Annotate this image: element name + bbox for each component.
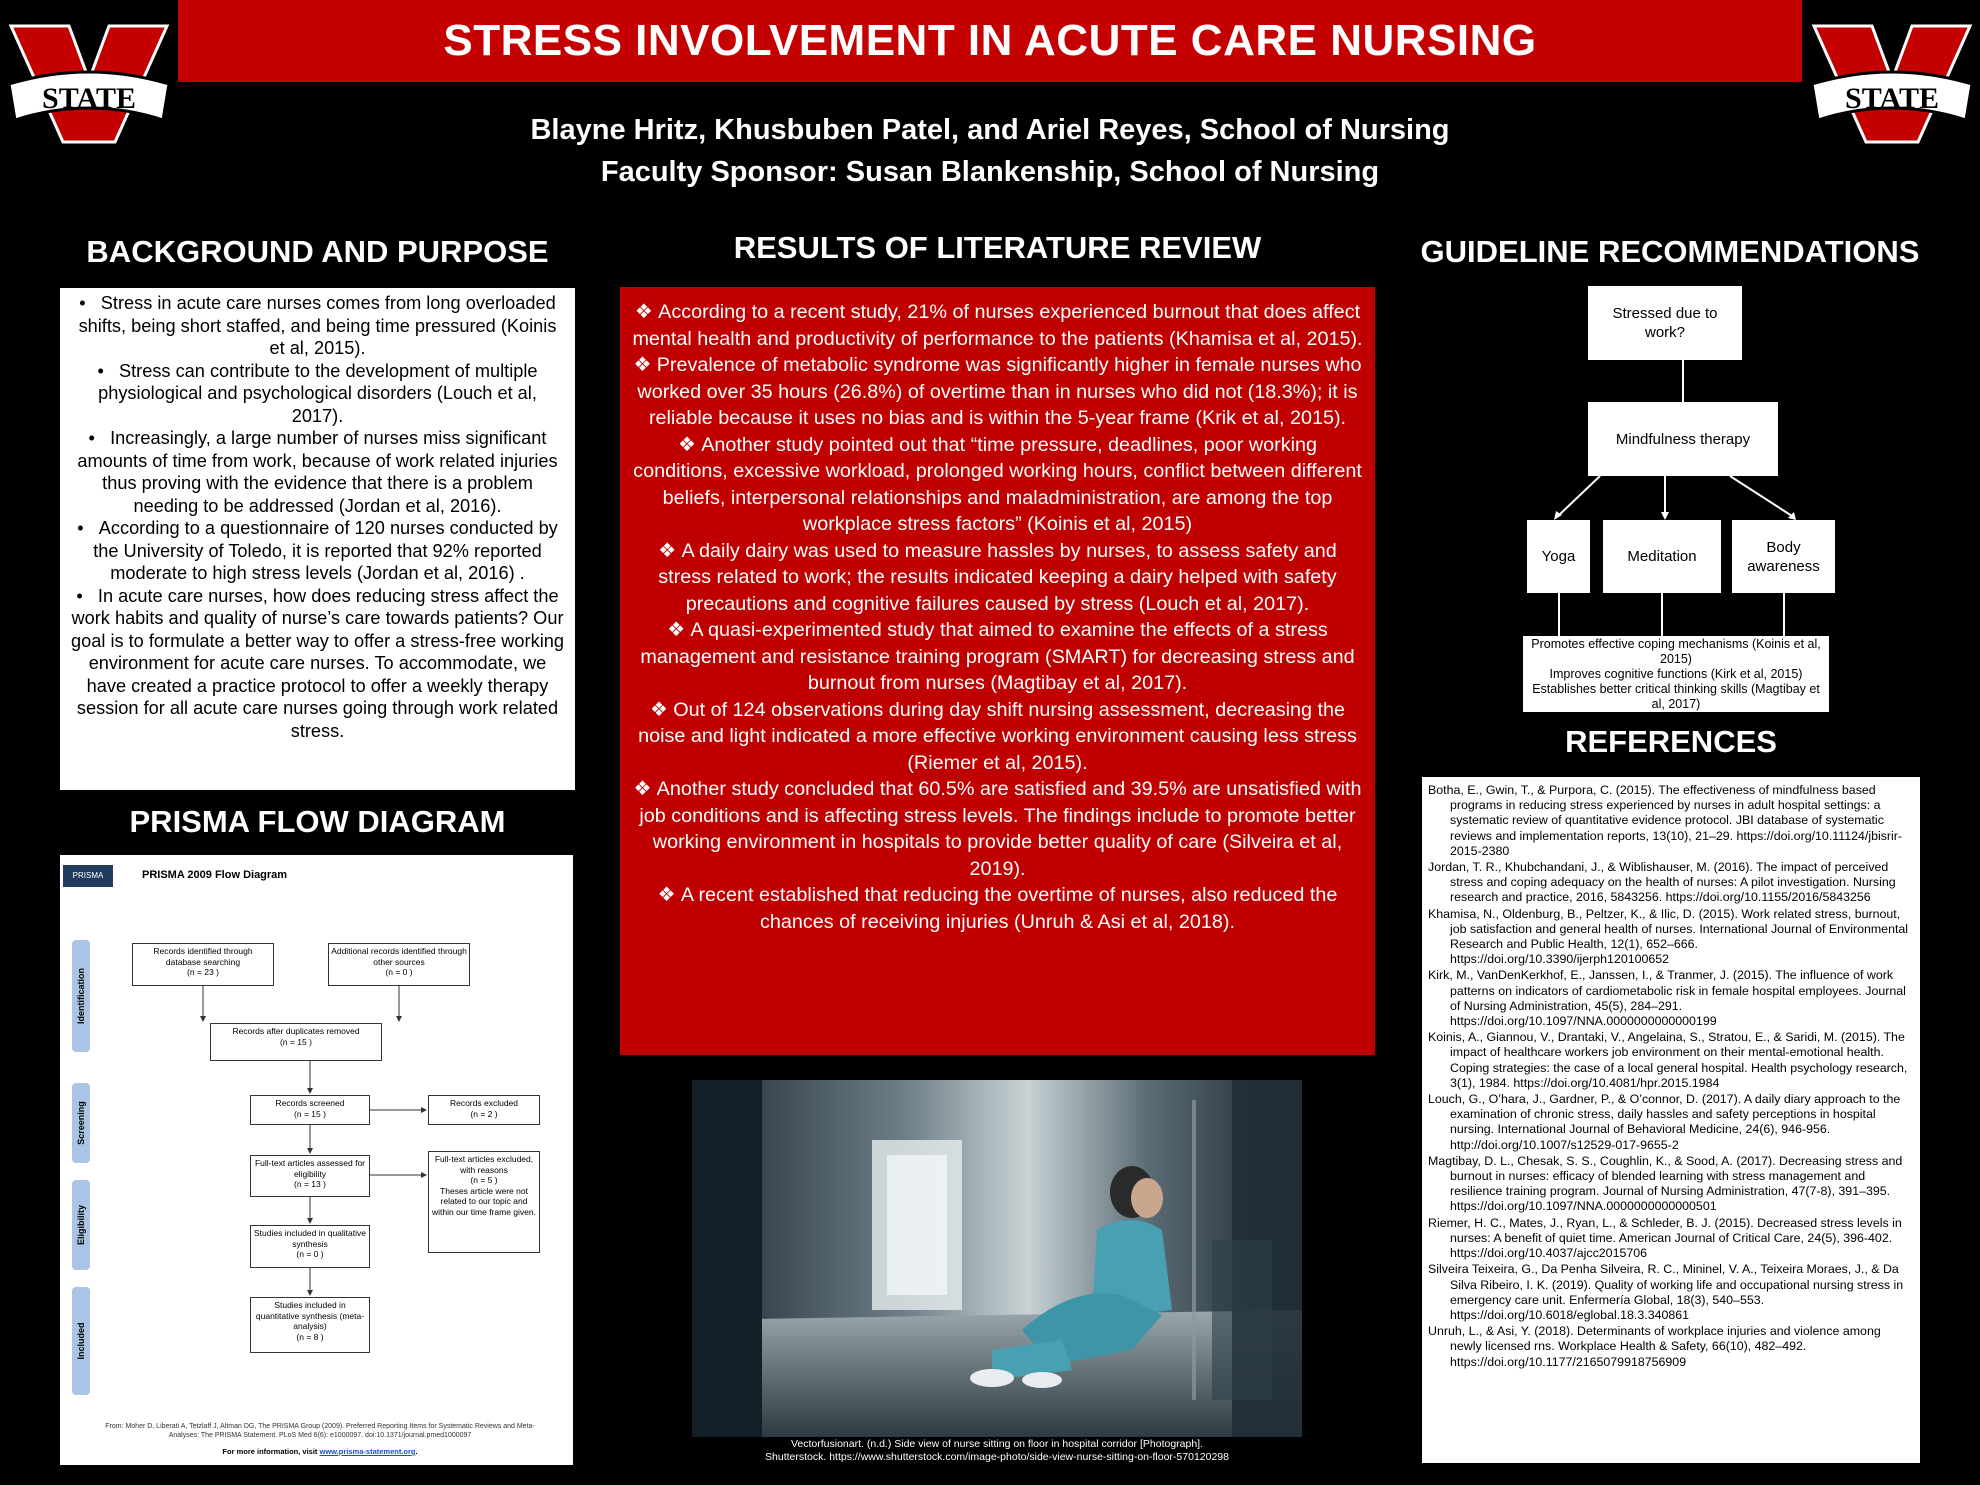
- title-bar: [178, 0, 1802, 82]
- prisma-side-eligibility: Eligibility: [72, 1180, 90, 1270]
- reference-item: Unruh, L., & Asi, Y. (2018). Determinants of workplace injuries and violence among newly licensed rns. Workplace Health & Safety, 66(10), 482–492. https://doi.org/10.1177/2165079918756909: [1428, 1324, 1881, 1369]
- results-item: ❖ A daily dairy was used to measure hassles by nurses, to assess safety and stress related to work; the results indicated keeping a dairy helped with safety precautions and cognitive failures caused by stress (Louch et al, 2017).: [632, 538, 1363, 618]
- flow-stressed-box: Stressed due to work?: [1588, 286, 1742, 360]
- nurse-photo: [692, 1080, 1302, 1437]
- flow-arrow: [1661, 593, 1663, 636]
- flow-arrow: [1783, 593, 1785, 636]
- prisma-box-fulltext: Full-text articles assessed for eligibility (n = 13 ): [250, 1155, 370, 1197]
- prisma-logo: PRISMA: [63, 865, 113, 887]
- poster-title: STRESS INVOLVEMENT IN ACUTE CARE NURSING: [443, 16, 1537, 65]
- background-box: [60, 288, 575, 790]
- background-item: • Increasingly, a large number of nurses miss significant amounts of time from work, because of work related injuries thus proving with the evidence that there is a problem needing to be addressed (Jordan et al, 2016).: [70, 427, 565, 517]
- references-heading: REFERENCES: [1565, 724, 1777, 759]
- background-item: • Stress can contribute to the development of multiple physiological and psychological disorders (Louch et al, 2017).: [70, 360, 565, 428]
- flow-meditation-box: Meditation: [1603, 520, 1721, 593]
- results-box: [620, 287, 1375, 1055]
- background-item: • Stress in acute care nurses comes from long overloaded shifts, being short staffed, and being time pressured (Koinis et al, 2015).: [70, 292, 565, 360]
- results-item: ❖ According to a recent study, 21% of nurses experienced burnout that does affect mental health and productivity of performance to the patients (Khamisa et al, 2015).: [632, 299, 1363, 352]
- reference-item: Silveira Teixeira, G., Da Penha Silveira, R. C., Mininel, V. A., Teixeira Moraes, J., & Da Silva Ribeiro, I. K. (2019). Quality of working life and occupational nursing stress in emergency care unit. Enfermería Global, 18(3), 540–553. https://doi.org/10.6018/eglobal.18.3.340861: [1428, 1262, 1904, 1322]
- prisma-link[interactable]: www.prisma-statement.org: [319, 1447, 416, 1456]
- prisma-box-additional: Additional records identified through other sources (n = 0 ): [328, 943, 470, 986]
- flow-mindfulness-box: Mindfulness therapy: [1588, 402, 1778, 476]
- prisma-diagram-title: PRISMA 2009 Flow Diagram: [142, 869, 288, 881]
- flow-arrow: [1682, 360, 1684, 402]
- prisma-box-qualitative: Studies included in qualitative synthesis (n = 0 ): [250, 1225, 370, 1268]
- prisma-side-identification: Identification: [72, 940, 90, 1052]
- reference-item: Kirk, M., VanDenKerkhof, E., Janssen, I., & Tranmer, J. (2015). The influence of work patterns on indicators of cardiometabolic risk in female hospital employees. Journal of Nursing Administration, 45(5), 284–291. https://doi.org/10.1097/NNA.0000000000000199: [1428, 968, 1906, 1029]
- prisma-heading: PRISMA FLOW DIAGRAM: [129, 804, 506, 839]
- prisma-arrows: [60, 855, 573, 1465]
- background-item: • According to a questionnaire of 120 nurses conducted by the University of Toledo, it is reported that 92% reported moderate to high stress levels (Jordan et al, 2016) .: [70, 517, 565, 585]
- prisma-footer-from: From: Moher D, Liberati A, Tetzlaff J, Altman DG, The PRISMA Group (2009). Preferred Reporting Items for Systematic Reviews and Meta-Analyses: The PRISMA Statement. PLoS Med 6(6): e1000097. doi:10.1371/journal.pmed1000097: [105, 1423, 535, 1439]
- results-item: ❖ Prevalence of metabolic syndrome was significantly higher in female nurses who worked over 35 hours (26.8%) of overtime than in nurses who did not (18.3%); it is reliable because it uses no bias and is within the 5-year frame (Krik et al, 2015).: [632, 352, 1363, 432]
- results-item: ❖ Another study concluded that 60.5% are satisfied and 39.5% are unsatisfied with job conditions and is affecting stress levels. The findings include to promote better working environment in hospitals to provide better quality of care (Silveira et al, 2019).: [632, 776, 1363, 882]
- results-heading: RESULTS OF LITERATURE REVIEW: [733, 230, 1262, 265]
- reference-item: Koinis, A., Giannou, V., Drantaki, V., Angelaina, S., Stratou, E., & Saridi, M. (2015). The impact of healthcare workers job environment on their mental-emotional health. Coping strategies: the case of a local general hospital. Health psychology research, 3(1), 1984. https://doi.org/10.4081/hpr.2015.1984: [1428, 1030, 1908, 1090]
- reference-item: Riemer, H. C., Mates, J., Ryan, L., & Schleder, B. J. (2015). Decreased stress levels in nurses: A benefit of quiet time. American Journal of Critical Care, 24(5), 396-402. https://doi.org/10.4037/ajcc2015706: [1428, 1215, 1902, 1261]
- prisma-side-screening: Screening: [72, 1083, 90, 1163]
- flow-arrow: [1558, 593, 1560, 636]
- svg-text:STATE: STATE: [1845, 82, 1939, 115]
- prisma-box-after-duplicates: Records after duplicates removed (n = 15 ): [210, 1023, 382, 1061]
- prisma-box-fulltext-excluded: Full-text articles excluded, with reasons (n = 5 ) Theses article were not related to our topic and within our time frame given.: [428, 1151, 540, 1253]
- guidelines-heading: GUIDELINE RECOMMENDATIONS: [1420, 234, 1920, 269]
- references-box: [1422, 777, 1920, 1463]
- flow-body-awareness-box: Body awareness: [1732, 520, 1835, 593]
- flow-branch-arrows: [1500, 476, 1850, 520]
- sponsor-line: Faculty Sponsor: Susan Blankenship, School of Nursing: [600, 156, 1380, 188]
- reference-item: Jordan, T. R., Khubchandani, J., & Wiblishauser, M. (2016). The impact of perceived stress and coping adequacy on the health of nurses: A pilot investigation. Nursing research and practice, 2016, 5843256. https://doi.org/10.1155/2016/5843256: [1428, 860, 1896, 905]
- prisma-box-identified: Records identified through database searching (n = 23 ): [132, 943, 274, 986]
- prisma-box-quantitative: Studies included in quantitative synthesis (meta-analysis) (n = 8 ): [250, 1297, 370, 1353]
- flow-outcome-box: Promotes effective coping mechanisms (Koinis et al, 2015) Improves cognitive functions (Kirk et al, 2015) Establishes better critical thinking skills (Magtibay et al, 2017): [1523, 636, 1829, 712]
- results-item: ❖ A quasi-experimented study that aimed to examine the effects of a stress management and resistance training program (SMART) for decreasing stress and burnout from nurses (Magtibay et al, 2017).: [632, 617, 1363, 697]
- prisma-box-excluded: Records excluded (n = 2 ): [428, 1095, 540, 1125]
- background-list: [70, 292, 565, 742]
- results-item: ❖ A recent established that reducing the overtime of nurses, also reduced the chances of receiving injuries (Unruh & Asi et al, 2018).: [632, 882, 1363, 935]
- svg-text:STATE: STATE: [42, 82, 136, 115]
- background-heading: BACKGROUND AND PURPOSE: [86, 234, 549, 269]
- reference-item: Khamisa, N., Oldenburg, B., Peltzer, K., & Ilic, D. (2015). Work related stress, burnout, job satisfaction and general health of nurses. International Journal of Environmental Research and Public Health, 12(1), 652–666. https://doi.org/10.3390/ijerph120100652: [1428, 906, 1909, 967]
- prisma-side-included: Included: [72, 1287, 90, 1395]
- flow-yoga-box: Yoga: [1527, 520, 1590, 593]
- background-item: • In acute care nurses, how does reducing stress affect the work habits and quality of nurse’s care towards patients? Our goal is to formulate a better way to offer a stress-free working environment for acute care nurses. To accommodate, we have created a practice protocol to offer a weekly therapy session for all acute care nurses going through work related stress.: [70, 585, 565, 743]
- reference-item: Magtibay, D. L., Chesak, S. S., Coughlin, K., & Sood, A. (2017). Decreasing stress and burnout in nurses: efficacy of blended learning with stress management and resilience training program. Journal of Nursing Administration, 47(7-8), 391–395. https://doi.org/10.1097/NNA.0000000000000501: [1428, 1153, 1903, 1214]
- prisma-box-screened: Records screened (n = 15 ): [250, 1095, 370, 1125]
- reference-item: Louch, G., O’hara, J., Gardner, P., & O’connor, D. (2017). A daily diary approach to the examination of chronic stress, daily hassles and safety perceptions in hospital nursing. International Journal of Behavioral Medicine, 24(6), 946-956. http://doi.org/10.1007/s12529-017-9655-2: [1428, 1092, 1901, 1152]
- results-item: ❖ Another study pointed out that “time pressure, deadlines, poor working conditions, excessive workload, prolonged working hours, conflict between different beliefs, interpersonal relationships and maladministration, are among the top workplace stress factors” (Koinis et al, 2015): [632, 432, 1363, 538]
- authors-line: Blayne Hritz, Khusbuben Patel, and Ariel Reyes, School of Nursing: [530, 114, 1450, 146]
- photo-caption: Vectorfusionart. (n.d.) Side view of nurse sitting on floor in hospital corridor [Photograph]. Shutterstock. https://www.shutterstock.com/image-photo/side-view-nurse-sitting-on-floor-570120298: [765, 1438, 1229, 1463]
- reference-item: Botha, E., Gwin, T., & Purpora, C. (2015). The effectiveness of mindfulness based programs in reducing stress experienced by nurses in adult hospital settings: a systematic review of quantitative evidence protocol. JBI database of systematic reviews and implementation reports, 13(10), 21–29. https://doi.org/10.11124/jbisrir-2015-2380: [1428, 783, 1903, 858]
- results-item: ❖ Out of 124 observations during day shift nursing assessment, decreasing the noise and light indicated a more effective working environment causing less stress (Riemer et al, 2015).: [632, 697, 1363, 777]
- prisma-diagram: [60, 855, 573, 1465]
- prisma-footer-more: For more information, visit www.prisma-statement.org.: [222, 1447, 418, 1456]
